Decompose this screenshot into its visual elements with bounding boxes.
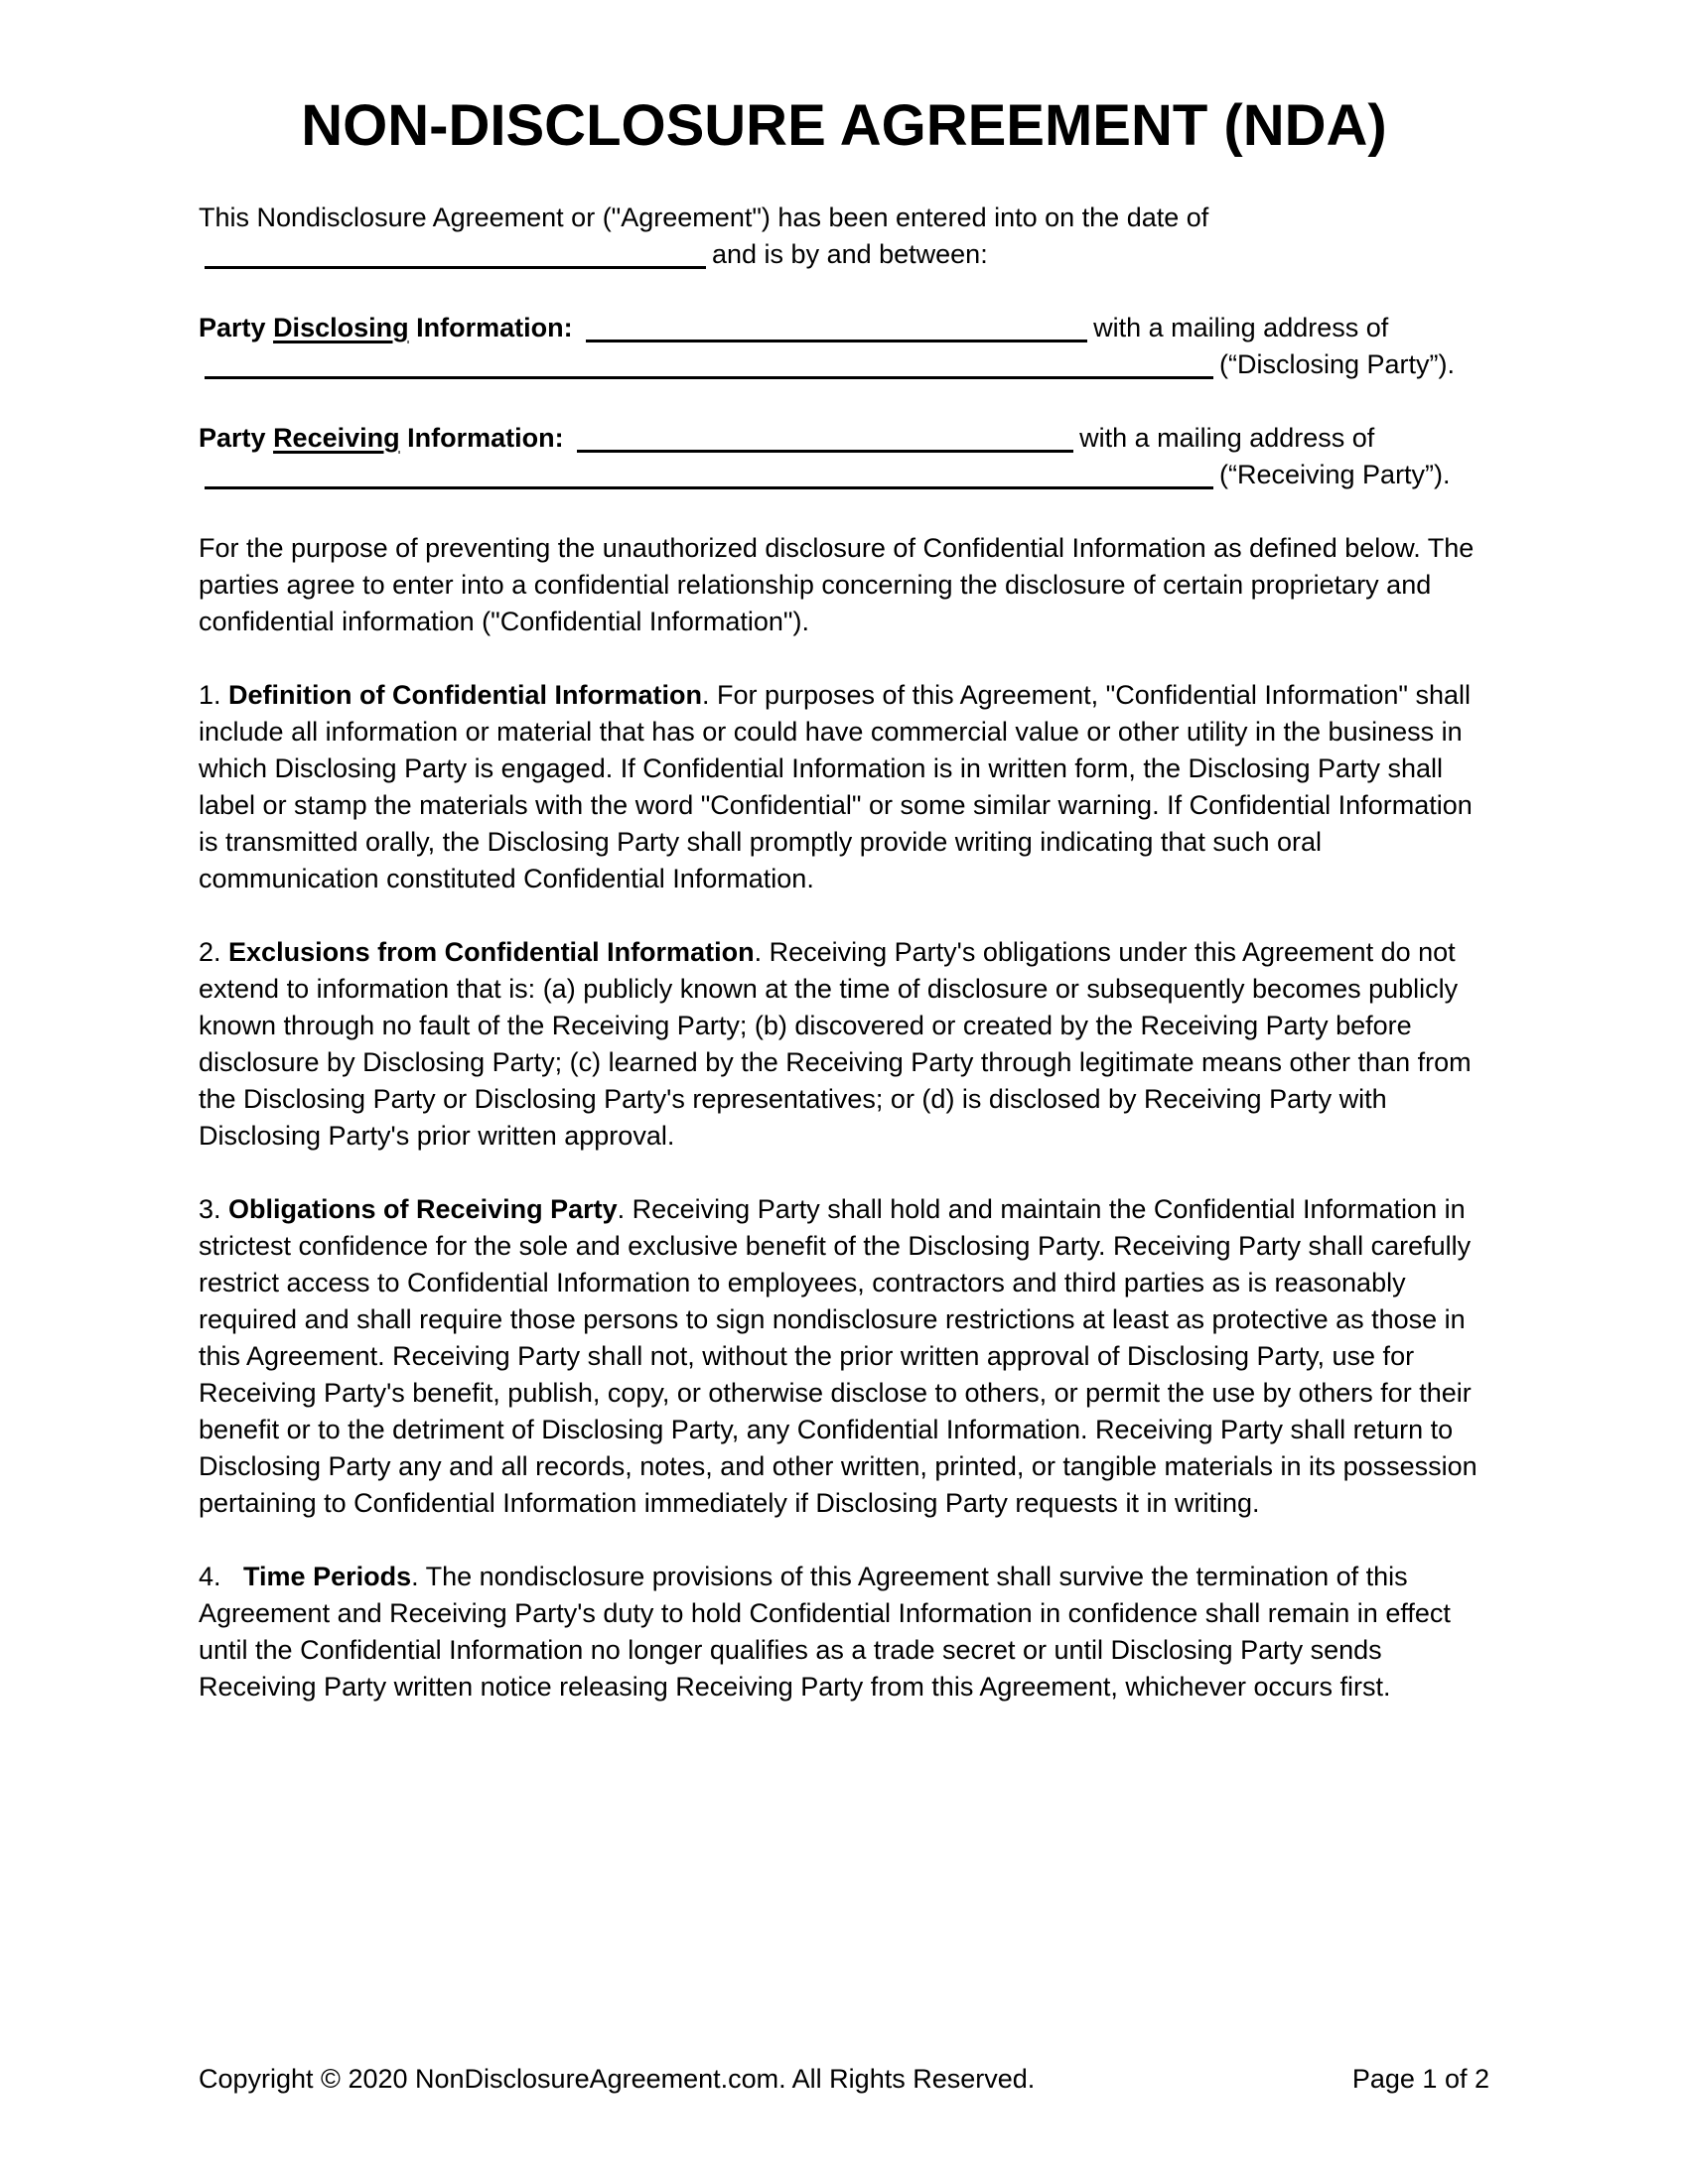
page-footer bbox=[199, 2061, 1489, 2098]
document-content bbox=[0, 94, 1688, 1706]
date-blank-line bbox=[205, 262, 706, 269]
receiving-name-blank-line bbox=[577, 446, 1073, 453]
section-4-body: . The nondisclosure provisions of this Agreement shall survive the termination of this Agreement and Receiving Party's duty to hold Confidential Information in confidence shall remain in effect until the Confidential Information no longer qualifies as a trade secret or until Disclosing Party sends Receiving Party written notice releasing Receiving Party from this Agreement, whichever occurs first. bbox=[199, 1562, 1451, 1702]
receiving-address-blank-line bbox=[205, 482, 1213, 489]
section-3-obligations bbox=[199, 1191, 1489, 1522]
disclosing-party-tail: (“Disclosing Party”). bbox=[1219, 349, 1456, 379]
intro-text: This Nondisclosure Agreement or ("Agreement") has been entered into on the date of bbox=[199, 203, 1209, 232]
party-disclosing-label: Party Disclosing Information: bbox=[199, 313, 573, 342]
section-2-body: . Receiving Party's obligations under this Agreement do not extend to information that is: (a) publicly known at the time of disclosure or subsequently becomes publicly known through no fault of the Receiving Party; (b) discovered or created by the Receiving Party before disclosure by Disclosing Party; (c) learned by the Receiving Party through legitimate means other than from the Disclosing Party or Disclosing Party's representatives; or (d) is disclosed by Receiving Party with Disclosing Party's prior written approval. bbox=[199, 937, 1472, 1151]
footer-page-number: Page 1 of 2 bbox=[1351, 2064, 1489, 2094]
receiving-mailing-text: with a mailing address of bbox=[1079, 423, 1375, 453]
party-receiving-label: Party Receiving Information: bbox=[199, 423, 564, 453]
section-3-body: . Receiving Party shall hold and maintain the Confidential Information in strictest confidence for the sole and exclusive benefit of the Disclosing Party. Receiving Party shall carefully restrict access to Confidential Information to employees, contractors and third parties as is reasonably required and shall require those persons to sign nondisclosure restrictions at least as protective as those in this Agreement. Receiving Party shall not, without the prior written approval of Disclosing Party, use for Receiving Party's benefit, publish, copy, or otherwise disclose to others, or permit the use by others for their benefit or to the detriment of Disclosing Party, any Confidential Information. Receiving Party shall return to Disclosing Party any and all records, notes, and other written, printed, or tangible materials in its possession pertaining to Confidential Information immediately if Disclosing Party requests it in writing. bbox=[199, 1194, 1477, 1518]
section-1-heading: Definition of Confidential Information bbox=[228, 680, 702, 710]
footer-copyright: Copyright © 2020 NonDisclosureAgreement.com. All Rights Reserved. bbox=[199, 2064, 1036, 2094]
disclosing-address-blank-line bbox=[205, 372, 1213, 379]
section-3-number: 3. bbox=[199, 1194, 229, 1224]
section-4-heading: Time Periods bbox=[243, 1562, 412, 1591]
section-3-heading: Obligations of Receiving Party bbox=[228, 1194, 618, 1224]
party-receiving-paragraph bbox=[199, 420, 1489, 493]
intro-tail: and is by and between: bbox=[712, 239, 988, 269]
purpose-paragraph: For the purpose of preventing the unauthorized disclosure of Confidential Information as defined below. The parties agree to enter into a confidential relationship concerning the disclosure of certain proprietary and confidential information ("Confidential Information"). bbox=[199, 533, 1475, 636]
party-disclosing-paragraph bbox=[199, 310, 1489, 383]
section-4-number: 4. bbox=[199, 1562, 244, 1591]
section-1-definition bbox=[199, 677, 1489, 897]
section-1-body: . For purposes of this Agreement, "Confidential Information" shall include all information or material that has or could have commercial value or other utility in the business in which Disclosing Party is engaged. If Confidential Information is in written form, the Disclosing Party shall label or stamp the materials with the word "Confidential" or some similar warning. If Confidential Information is transmitted orally, the Disclosing Party shall promptly provide writing indicating that such oral communication constituted Confidential Information. bbox=[199, 680, 1473, 893]
receiving-party-tail: (“Receiving Party”). bbox=[1219, 460, 1451, 489]
section-4-time-periods bbox=[199, 1559, 1489, 1706]
section-2-heading: Exclusions from Confidential Information bbox=[228, 937, 755, 967]
intro-paragraph bbox=[199, 200, 1489, 273]
receiving-keyword-underlined: Receiving bbox=[273, 423, 400, 453]
disclosing-mailing-text: with a mailing address of bbox=[1093, 313, 1389, 342]
disclosing-keyword-underlined: Disclosing bbox=[273, 313, 409, 342]
section-2-number: 2. bbox=[199, 937, 229, 967]
disclosing-name-blank-line bbox=[586, 336, 1087, 342]
page-title: NON-DISCLOSURE AGREEMENT (NDA) bbox=[301, 93, 1387, 158]
section-1-number: 1. bbox=[199, 680, 229, 710]
section-2-exclusions bbox=[199, 934, 1489, 1155]
